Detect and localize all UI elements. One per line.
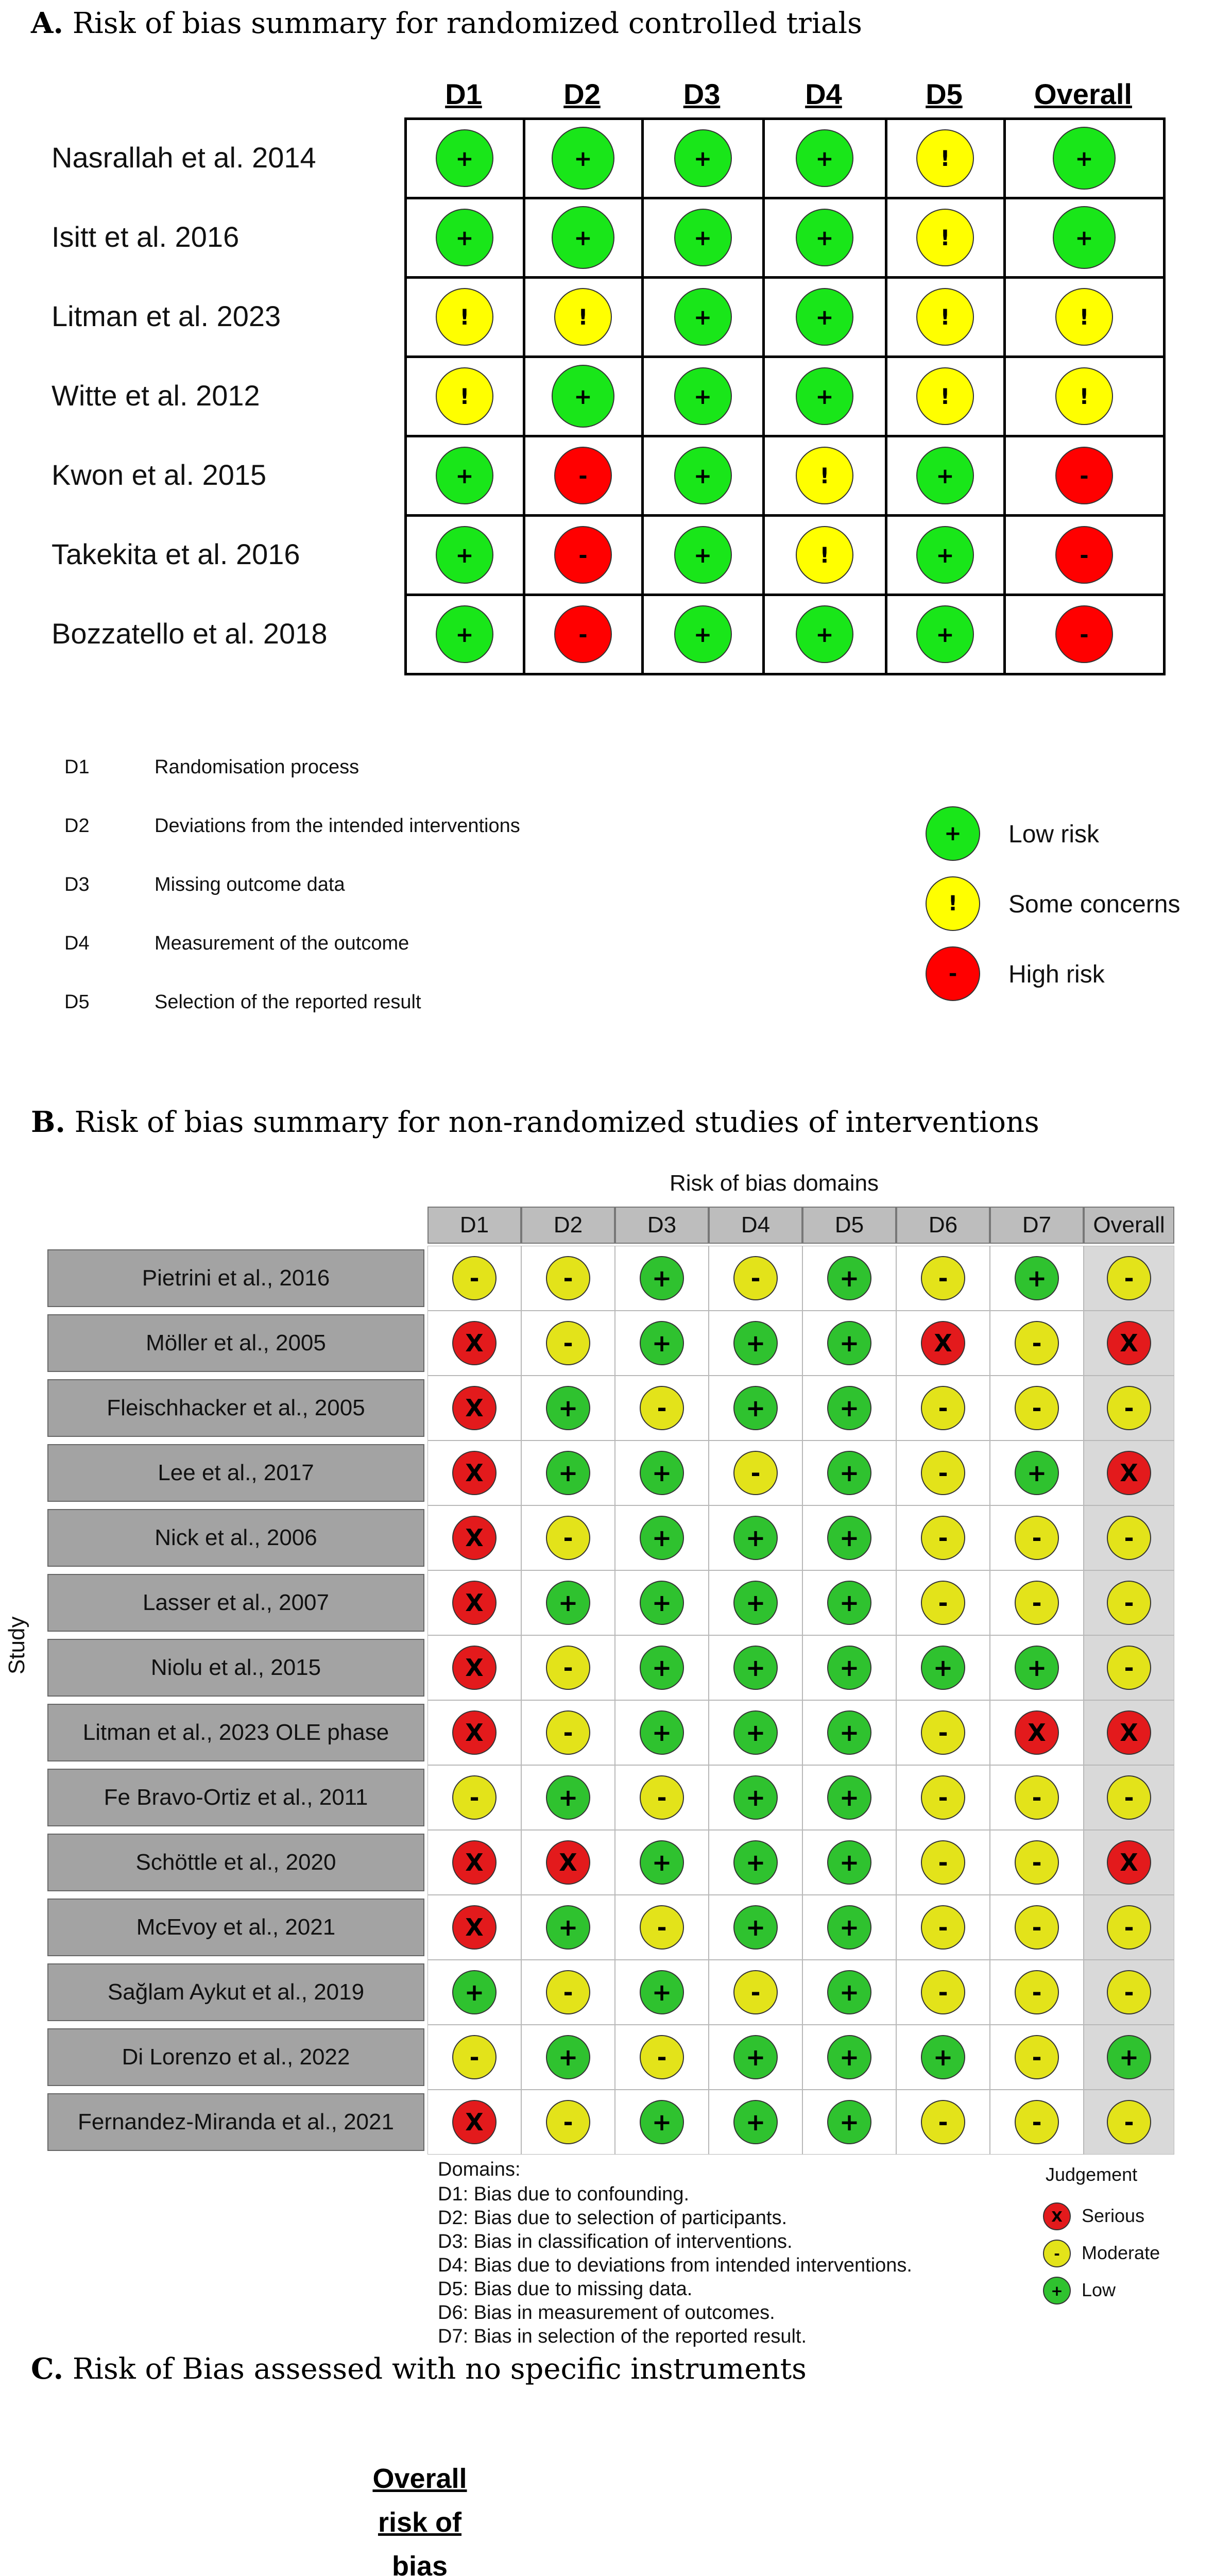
judgement-some: ! [796,447,853,504]
judgement-high: - [1055,447,1113,504]
domain-code: D5 [64,991,90,1013]
study-label: Fleischhacker et al., 2005 [47,1379,424,1437]
judgement-low: + [796,288,853,346]
domain-label: Deviations from the intended interventions [155,815,520,837]
judgement-low: + [733,1516,778,1560]
judgement-low: + [733,1386,778,1430]
judgement-low: + [552,127,614,190]
legend-mod-icon: - [1043,2240,1071,2267]
judgement-low: + [552,206,614,269]
judgement-mod: - [1107,1386,1151,1430]
overall-header-line: bias [391,2551,448,2576]
judgement-ser: X [452,2100,497,2144]
judgement-mod: - [921,1386,965,1430]
judgement-low: + [733,1321,778,1365]
judgement-mod: - [1107,1905,1151,1950]
panel-c-title [31,2352,807,2386]
judgement-mod: - [1107,1775,1151,1820]
judgement-mod: - [921,1970,965,2014]
judgement-mod: - [733,1970,778,2014]
judgement-low: + [640,1256,684,1300]
judgement-mod: - [640,1775,684,1820]
judgement-mod: - [546,1646,590,1690]
judgement-mod: - [452,2035,497,2079]
judgement-low: + [827,1710,871,1755]
judgement-mod: - [1107,1970,1151,2014]
domain-line: D1: Bias due to confounding. [438,2183,690,2205]
judgement-mod: - [921,1451,965,1495]
study-label: Litman et al., 2023 OLE phase [47,1704,424,1761]
judgement-low: + [733,1775,778,1820]
panel-a-title-text: Risk of bias summary for randomized controlled trials [63,7,862,40]
domain-label: Randomisation process [155,756,360,778]
judgement-low: + [640,1840,684,1885]
panel-c-title-text: Risk of Bias assessed with no specific instruments [63,2352,807,2386]
judgement-mod: - [921,1840,965,1885]
judgement-low: + [674,129,732,187]
judgement-mod: - [921,1905,965,1950]
legend-low-icon: + [1043,2277,1071,2304]
study-label: Fernandez-Miranda et al., 2021 [47,2093,424,2151]
judgement-low: + [827,1840,871,1885]
domain-line: D4: Bias due to deviations from intended interventions. [438,2255,912,2276]
judgement-mod: - [921,1775,965,1820]
judgement-low: + [546,2035,590,2079]
header-d5: D5 [926,78,963,110]
judgement-title: Judgement [1046,2164,1138,2185]
judgement-mod: - [1107,1646,1151,1690]
study-label: Takekita et al. 2016 [52,538,300,570]
judgement-low: + [796,209,853,266]
judgement-low: + [733,1710,778,1755]
domain-line: D3: Bias in classification of interventions. [438,2231,793,2252]
legend-label: Moderate [1082,2242,1160,2263]
judgement-ser: X [546,1840,590,1885]
judgement-ser: X [452,1451,497,1495]
header-d7: D7 [990,1207,1084,1244]
judgement-low: + [640,1451,684,1495]
judgement-low: + [674,288,732,346]
panel-b-letter: B. [31,1105,65,1139]
judgement-low: + [827,2035,871,2079]
judgement-mod: - [1015,2100,1059,2144]
header-overall: Overall [1084,1207,1174,1244]
judgement-mod: - [921,1256,965,1300]
judgement-low: + [1053,206,1116,269]
judgement-mod: - [1015,2035,1059,2079]
study-label: Möller et al., 2005 [47,1314,424,1372]
judgement-mod: - [546,1710,590,1755]
study-label: Niolu et al., 2015 [47,1639,424,1697]
header-d6: D6 [896,1207,990,1244]
judgement-low: + [827,1970,871,2014]
judgement-ser: X [452,1710,497,1755]
judgement-low: + [827,2100,871,2144]
study-label: Lee et al., 2017 [47,1444,424,1502]
judgement-ser: X [921,1321,965,1365]
domain-label: Selection of the reported result [155,991,421,1013]
judgement-low: + [827,1256,871,1300]
judgement-mod: - [452,1775,497,1820]
judgement-low: + [640,1970,684,2014]
header-d5: D5 [802,1207,896,1244]
judgement-some: ! [436,288,493,346]
panel-b-title-text: Risk of bias summary for non-randomized studies of interventions [65,1106,1039,1139]
judgement-ser: X [1015,1710,1059,1755]
grid-line-h [404,514,1166,517]
judgement-mod: - [1107,2100,1151,2144]
judgement-ser: X [452,1581,497,1625]
judgement-low: + [733,2100,778,2144]
judgement-some: ! [1055,367,1113,425]
grid-line-h [404,355,1166,358]
judgement-mod: - [640,2035,684,2079]
grid-line-v [1163,117,1166,675]
judgement-mod: - [452,1256,497,1300]
header-d1: D1 [445,78,482,110]
judgement-some: ! [796,526,853,584]
judgement-low: + [436,526,493,584]
study-label: Bozzatello et al. 2018 [52,617,328,650]
judgement-high: - [554,605,612,663]
grid-line-v [762,117,765,675]
grid-line-h [404,673,1166,675]
judgement-low: + [452,1970,497,2014]
judgement-low: + [546,1905,590,1950]
judgement-some: ! [916,209,974,266]
study-label: McEvoy et al., 2021 [47,1899,424,1956]
judgement-low: + [546,1451,590,1495]
judgement-mod: - [1015,1905,1059,1950]
judgement-low: + [436,447,493,504]
grid-line-h [404,197,1166,199]
study-label: Schöttle et al., 2020 [47,1834,424,1891]
judgement-low: + [1107,2035,1151,2079]
judgement-some: ! [1055,288,1113,346]
judgement-high: - [1055,526,1113,584]
judgement-low: + [733,1646,778,1690]
grid-line-h [404,594,1166,596]
judgement-low: + [796,129,853,187]
study-label: Pietrini et al., 2016 [47,1249,424,1307]
judgement-low: + [796,605,853,663]
judgement-mod: - [921,1710,965,1755]
judgement-high: - [554,526,612,584]
judgement-low: + [733,2035,778,2079]
panel-b-domains-heading: Risk of bias domains [670,1171,879,1196]
judgement-low: + [640,1710,684,1755]
judgement-mod: - [1107,1256,1151,1300]
domain-label: Missing outcome data [155,874,345,895]
judgement-low: + [436,605,493,663]
grid-line-h [404,117,1166,120]
judgement-low: + [827,1905,871,1950]
grid-line-v [885,117,887,675]
legend-low-icon: + [926,806,980,861]
judgement-some: ! [916,288,974,346]
judgement-ser: X [452,1840,497,1885]
judgement-mod: - [546,1516,590,1560]
judgement-low: + [733,1840,778,1885]
domain-code: D2 [64,815,90,837]
judgement-low: + [733,1905,778,1950]
domain-line: D2: Bias due to selection of participants. [438,2207,788,2229]
grid-line-v [1003,117,1006,675]
judgement-low: + [640,1646,684,1690]
judgement-mod: - [1107,1516,1151,1560]
judgement-mod: - [1015,1775,1059,1820]
judgement-low: + [827,1581,871,1625]
judgement-high: - [554,447,612,504]
judgement-mod: - [1015,1516,1059,1560]
judgement-mod: - [733,1451,778,1495]
judgement-low: + [916,526,974,584]
legend-ser-icon: X [1043,2202,1071,2230]
judgement-low: + [733,1581,778,1625]
judgement-ser: X [1107,1451,1151,1495]
grid-line-h [404,276,1166,279]
study-label: Sağlam Aykut et al., 2019 [47,1963,424,2021]
study-label: Kwon et al. 2015 [52,459,267,491]
domain-code: D4 [64,933,90,954]
judgement-mod: - [1015,1581,1059,1625]
domain-code: D1 [64,756,90,778]
judgement-some: ! [916,129,974,187]
judgement-low: + [674,367,732,425]
judgement-mod: - [921,2100,965,2144]
judgement-low: + [827,1646,871,1690]
study-label: Litman et al. 2023 [52,300,281,332]
judgement-mod: - [546,2100,590,2144]
judgement-low: + [546,1581,590,1625]
judgement-low: + [640,1581,684,1625]
judgement-low: + [827,1516,871,1560]
judgement-mod: - [640,1905,684,1950]
panel-b-title [31,1105,1039,1139]
judgement-low: + [916,605,974,663]
judgement-low: + [546,1386,590,1430]
judgement-some: ! [916,367,974,425]
domain-line: D6: Bias in measurement of outcomes. [438,2302,775,2324]
study-label: Nasrallah et al. 2014 [52,141,316,174]
panel-c-letter: C. [31,2352,64,2386]
overall-header-line: risk of [378,2507,462,2538]
judgement-low: + [1015,1451,1059,1495]
judgement-mod: - [546,1321,590,1365]
domain-code: D3 [64,874,90,895]
judgement-mod: - [1015,1970,1059,2014]
domain-line: D5: Bias due to missing data. [438,2278,693,2300]
judgement-low: + [674,447,732,504]
judgement-low: + [436,209,493,266]
grid-line-v [641,117,644,675]
study-label: Nick et al., 2006 [47,1509,424,1567]
judgement-mod: - [640,1386,684,1430]
judgement-mod: - [921,1581,965,1625]
study-label: Lasser et al., 2007 [47,1574,424,1632]
panel-b-axis-label: Study [4,1616,29,1674]
header-d2: D2 [521,1207,615,1244]
study-label: Witte et al. 2012 [52,379,260,412]
judgement-low: + [552,365,614,428]
legend-label: Serious [1082,2205,1145,2226]
judgement-low: + [1015,1646,1059,1690]
judgement-low: + [827,1775,871,1820]
header-d2: D2 [563,78,601,110]
domain-line: D7: Bias in selection of the reported result. [438,2326,807,2347]
legend-label: Some concerns [1008,891,1180,918]
panel-a-title [31,6,862,40]
judgement-low: + [674,209,732,266]
judgement-low: + [436,129,493,187]
judgement-mod: - [1015,1840,1059,1885]
judgement-low: + [796,367,853,425]
legend-label: High risk [1008,961,1105,988]
judgement-low: + [827,1451,871,1495]
judgement-low: + [1015,1256,1059,1300]
judgement-low: + [921,1646,965,1690]
header-overall: Overall [1034,78,1132,110]
judgement-low: + [916,447,974,504]
legend-label: Low [1082,2279,1116,2300]
domain-label: Measurement of the outcome [155,933,409,954]
judgement-mod: - [1015,1386,1059,1430]
judgement-some: ! [436,367,493,425]
judgement-mod: - [1015,1321,1059,1365]
judgement-low: + [1053,127,1116,190]
judgement-ser: X [452,1321,497,1365]
header-d3: D3 [615,1207,709,1244]
header-d3: D3 [683,78,721,110]
judgement-mod: - [733,1256,778,1300]
judgement-mod: - [546,1256,590,1300]
grid-line-h [404,435,1166,437]
header-d4: D4 [709,1207,802,1244]
judgement-some: ! [554,288,612,346]
judgement-high: - [1055,605,1113,663]
judgement-ser: X [1107,1321,1151,1365]
judgement-low: + [674,605,732,663]
judgement-mod: - [921,1516,965,1560]
header-d1: D1 [427,1207,521,1244]
judgement-low: + [640,1321,684,1365]
overall-header-line: Overall [372,2463,467,2494]
judgement-ser: X [452,1516,497,1560]
judgement-low: + [674,526,732,584]
judgement-ser: X [452,1386,497,1430]
judgement-mod: - [546,1970,590,2014]
study-label: Fe Bravo-Ortiz et al., 2011 [47,1769,424,1826]
legend-label: Low risk [1008,821,1100,848]
panel-a-letter: A. [31,6,63,40]
study-label: Isitt et al. 2016 [52,221,239,253]
judgement-ser: X [1107,1840,1151,1885]
grid-line-v [404,117,407,675]
judgement-low: + [921,2035,965,2079]
judgement-low: + [827,1386,871,1430]
judgement-low: + [640,2100,684,2144]
study-label: Di Lorenzo et al., 2022 [47,2028,424,2086]
judgement-low: + [640,1516,684,1560]
legend-high-icon: - [926,946,980,1001]
judgement-ser: X [452,1905,497,1950]
judgement-ser: X [1107,1710,1151,1755]
legend-some-icon: ! [926,876,980,931]
judgement-low: + [546,1775,590,1820]
judgement-mod: - [1107,1581,1151,1625]
domains-title: Domains: [438,2159,521,2180]
grid-line-v [523,117,525,675]
judgement-ser: X [452,1646,497,1690]
header-d4: D4 [805,78,842,110]
judgement-low: + [827,1321,871,1365]
